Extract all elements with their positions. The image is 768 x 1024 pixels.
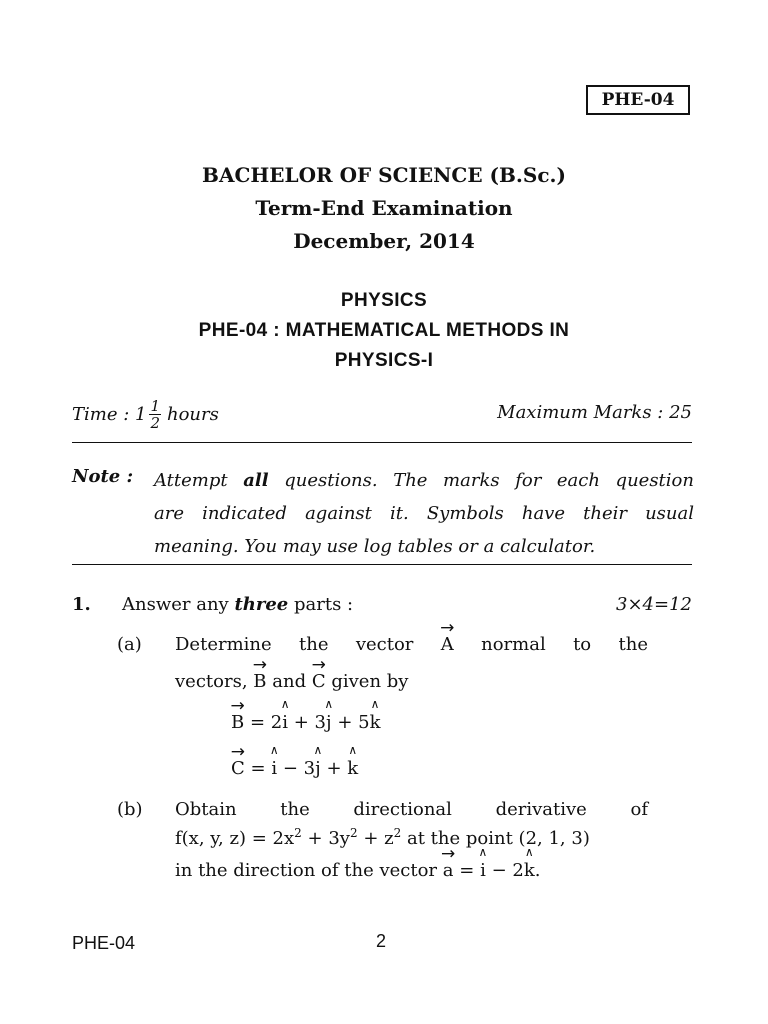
unit-vector-j: ∧ j xyxy=(315,758,321,779)
vector-c-symbol: → C xyxy=(312,671,326,692)
text-segment: given by xyxy=(331,671,409,692)
note-label: Note : xyxy=(72,466,134,487)
text-segment: f(x, y, z) = 2x xyxy=(175,828,295,849)
equation-b xyxy=(231,712,381,733)
time-label: Time : 1 xyxy=(72,404,147,425)
equation-segment: = xyxy=(459,860,475,881)
text-segment: + 3y xyxy=(307,828,350,849)
vector-c-symbol: → C xyxy=(231,758,245,779)
time-fraction xyxy=(149,398,161,431)
unit-vector-j: ∧ j xyxy=(326,712,332,733)
divider-bottom xyxy=(72,564,692,565)
question-instruction xyxy=(122,594,353,615)
unit-vector-i: ∧ i xyxy=(480,860,486,881)
text-segment: and xyxy=(272,671,307,692)
unit-vector-i: ∧ i xyxy=(271,758,277,779)
equation-segment: + 5 xyxy=(337,712,370,733)
exam-title: Term-End Examination xyxy=(255,196,513,220)
note-emphasis: all xyxy=(243,470,269,491)
fraction-denominator: 2 xyxy=(150,414,160,432)
text-segment: normal to the xyxy=(481,634,648,655)
exponent: 2 xyxy=(294,826,302,840)
footer-course-code: PHE-04 xyxy=(72,933,136,953)
equation-c xyxy=(231,758,358,779)
vector-a-lower-symbol: → a xyxy=(443,860,454,881)
equation-segment: = xyxy=(250,758,266,779)
note-text xyxy=(154,464,694,563)
part-b-label: (b) xyxy=(117,799,143,820)
equation-segment: + xyxy=(326,758,342,779)
vector-a-symbol: → A xyxy=(441,634,454,655)
part-a-line-1 xyxy=(175,634,648,655)
unit-vector-k: ∧ k xyxy=(524,860,535,881)
note-text-part: questions. The marks for each question xyxy=(284,470,694,491)
note-line-2: are indicated against it. Symbols have their usual xyxy=(154,503,694,524)
question-marks: 3×4=12 xyxy=(616,594,692,615)
part-b-line-3 xyxy=(175,860,540,881)
exam-date: December, 2014 xyxy=(293,229,475,253)
course-title-line2: PHYSICS-I xyxy=(334,350,434,371)
part-b-line-1: Obtain the directional derivative of xyxy=(175,799,648,820)
maximum-marks: Maximum Marks : 25 xyxy=(497,402,692,423)
course-code-box: PHE-04 xyxy=(586,85,690,115)
unit-vector-k: ∧ k xyxy=(370,712,381,733)
text-segment: vectors, xyxy=(175,671,248,692)
question-emphasis: three xyxy=(234,594,289,615)
divider-top xyxy=(72,442,692,443)
text-segment: . xyxy=(534,860,541,881)
exponent: 2 xyxy=(393,826,402,840)
note-line-1 xyxy=(154,464,694,497)
degree-title: BACHELOR OF SCIENCE (B.Sc.) xyxy=(202,163,566,187)
question-number: 1. xyxy=(72,594,91,615)
time-allowed xyxy=(72,398,219,431)
equation-segment: − 2 xyxy=(491,860,524,881)
equation-segment: = 2 xyxy=(249,712,283,733)
part-a-label: (a) xyxy=(117,634,142,655)
unit-vector-k: ∧ k xyxy=(347,758,358,779)
time-unit: hours xyxy=(167,404,219,425)
text-segment: Determine the vector xyxy=(175,634,414,655)
vector-b-symbol: → B xyxy=(231,712,244,733)
unit-vector-i: ∧ i xyxy=(282,712,288,733)
question-text-part: Answer any xyxy=(122,594,229,615)
exponent: 2 xyxy=(349,826,358,840)
text-segment: in the direction of the vector xyxy=(175,860,438,881)
course-title-line1: PHE-04 : MATHEMATICAL METHODS IN xyxy=(198,320,570,341)
question-text-part: parts : xyxy=(293,594,354,615)
note-line-3: meaning. You may use log tables or a calculator. xyxy=(154,536,596,557)
text-segment: at the point (2, 1, 3) xyxy=(407,828,590,849)
part-a-line-2 xyxy=(175,671,408,692)
text-segment: + z xyxy=(363,828,394,849)
note-text-part: Attempt xyxy=(154,470,228,491)
vector-b-symbol: → B xyxy=(253,671,266,692)
fraction-numerator: 1 xyxy=(150,397,160,415)
subject-name: PHYSICS xyxy=(340,290,428,311)
page-number: 2 xyxy=(376,931,387,951)
equation-segment: − 3 xyxy=(282,758,316,779)
equation-segment: + 3 xyxy=(293,712,326,733)
